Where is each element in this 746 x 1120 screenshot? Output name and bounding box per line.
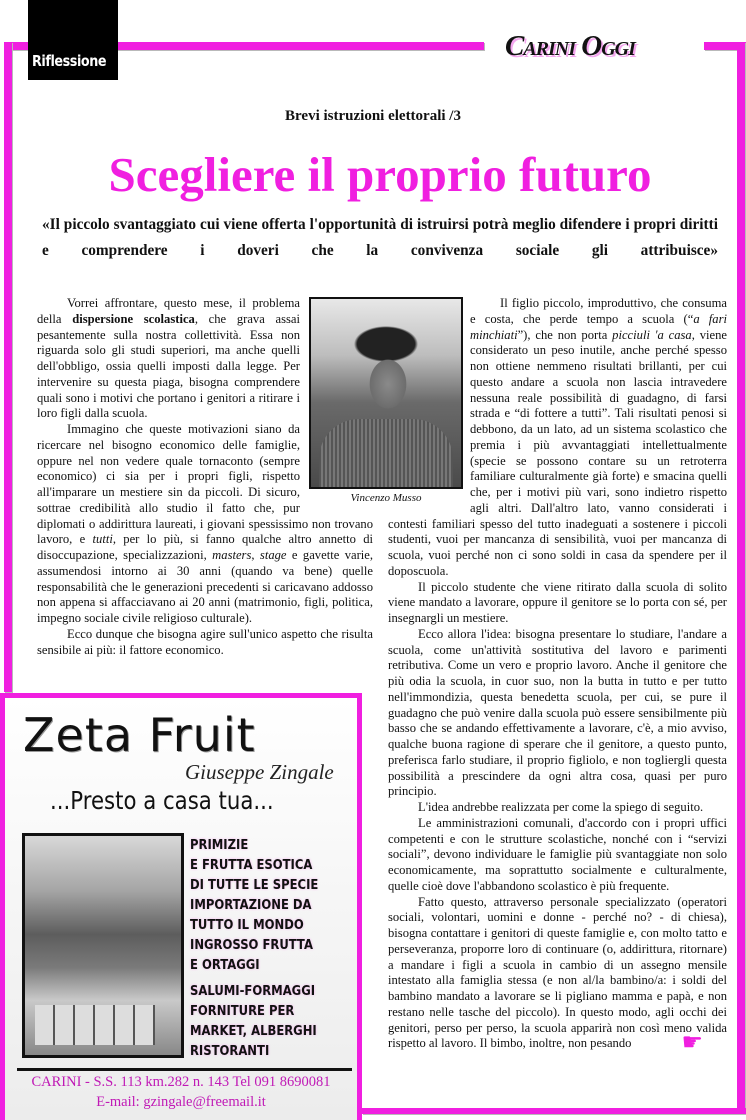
article-paragraph [388, 800, 727, 816]
article-paragraph [37, 627, 373, 659]
ad-services-list [190, 836, 360, 1062]
paragraph-text: Fatto questo, attraverso personale specializzato (operatori sociali, volontari, uomini e donne - perché no? - di chiesa), bisogna contattare i genitori di queste famiglie e, con molto tatto e perseveranza, proporre loro di continuare (o, addirittura, ritornare) a mandare i figli a scuola in cambio di un assegno mensile intestato alla famiglia stessa (e non al/la bambino/a: i soldi del bambino mandato a lavorare se li pigliano mamma e papà, e non restano nelle tasche del piccolo). In questo modo, agli occhi dei genitori, perso per perso, la scuola apparirà non così meno valida rispetto al lavoro. Il bimbo, inoltre, non pesando [388, 894, 727, 1051]
ad-service-item: E ORTAGGI [190, 958, 260, 973]
advertisement-zeta-fruit[interactable] [0, 693, 362, 1120]
article-paragraph [388, 894, 727, 1057]
ad-service-item: FORNITURE PER [190, 1004, 295, 1019]
publication-logo: Carini Oggi [505, 30, 635, 62]
article-paragraph [388, 627, 727, 800]
frame-left-bar [4, 42, 12, 692]
frame-bottom-bar [362, 1108, 746, 1114]
ad-brand: Zeta Fruit [23, 708, 256, 762]
ad-slogan: ...Presto a casa tua... [50, 786, 274, 815]
paragraph-text: Il piccolo studente che viene ritirato dalla scuola di solito viene mandato a lavorare, oppure il genitore se lo porta con sé, per insegnargli un mestiere. [388, 579, 727, 625]
paragraph-text: L'idea andrebbe realizzata per come la spiego di seguito. [418, 800, 704, 814]
paragraph-text: Il figlio piccolo, improduttivo, che consuma e costa, che perde tempo a scuola (“ [470, 296, 727, 326]
paragraph-text: , viene considerato un peso inutile, anche perché spesso non ottiene nemmeno risultati brillanti, per cui questo andare a scuola non lascia intravedere nessuna reale possibilità di guadagno, di farsi strada e “di fottere a tutti”. Tali risultati penosi si debbono, da un lato, ad un sistema scolastico che premia i più avvantaggiati intellettualmente (specie se possono contare su un retroterra familiare culturalmente già forte) e smacina quelli che, per i motivi più vari, sono indietro rispetto agli altri. Dall'altro lato, vanno considerati i contesti familiari spesso del tutto inadeguati a sostenere i piccoli studenti, vuoi per mancanza di sensibilità, vuoi per mancanza di scuola, vuoi perché non ci sono soldi in casa da spendere per il doposcuola. [388, 327, 727, 578]
ad-email[interactable]: E-mail: gzingale@freemail.it [96, 1094, 266, 1110]
ad-fruit-shop-photo [22, 833, 184, 1058]
section-label: Riflessione [32, 52, 107, 70]
photo-caption: Vincenzo Musso [350, 492, 422, 504]
ad-service-item: SALUMI-FORMAGGI [190, 984, 316, 999]
pointing-hand-icon: ☛ [681, 1030, 703, 1057]
ad-service-item: RISTORANTI [190, 1044, 270, 1059]
paragraph-text: Ecco allora l'idea: bisogna presentare lo studiare, l'andare a scuola, come un'attività sostitutiva del lavoro e parimenti retributiva. Come un vero e proprio lavoro. Anche il genitore che più odia la scuola, in cuor suo, non la butta in tutto e per tutto nell'immondizia, questa benedetta scuola, per cui, se pure il guadagno che può venire dalla scuola può essere sensibilmente più basso che se andando effettivamente a lavorare, c'è, a mio avviso, qualche buona ragione di sperare che il genitore, a questo punto, preferisca farlo studiare, il proprio figliolo, e non togliergli questa possibilità a prescindere da ogni altra cosa, quasi per puro principio. [388, 626, 727, 799]
ad-service-item: IMPORTAZIONE DA [190, 898, 312, 913]
ad-service-item: INGROSSO FRUTTA [190, 938, 313, 953]
italic-text: stage [259, 548, 287, 562]
paragraph-text: , che grava assai pesantemente sulla nostra collettività. Essa non riguarda solo gli studi superiori, ma anche quelli dell'obbligo, ossia quelli imposti dalla legge. Per intervenire su questa piaga, bisogna comprendere quali sono i motivi che portano i genitori a ritirare i loro figli dalla scuola. [37, 311, 300, 421]
ad-service-item: MARKET, ALBERGHI [190, 1024, 317, 1039]
paragraph-text: , [251, 548, 260, 562]
paragraph-text: e gavette varie, assumendosi intorno ai 30 anni (quando va bene) quelle responsabilità che le generazioni precedenti si caricavano addosso non appena si affacciavano ai 20 anni (matrimonio, figli, politica, impegno sociale civile religioso culturale). [37, 548, 374, 625]
ad-divider [17, 1068, 352, 1071]
paragraph-text: ”), che non porta [517, 327, 613, 342]
ad-owner: Giuseppe Zingale [185, 760, 334, 784]
ad-address: CARINI - S.S. 113 km.282 n. 143 Tel 091 8690081 [31, 1074, 331, 1090]
ad-service-item: DI TUTTE LE SPECIE [190, 878, 319, 893]
bold-text: dispersione scolastica [72, 311, 195, 326]
article-standfirst: «Il piccolo svantaggiato cui viene offerta l'opportunità di istruirsi potrà meglio difendere i propri diritti e comprendere i doveri che la convivenza sociale gli attribuisce» [42, 216, 718, 259]
paragraph-text: Le amministrazioni comunali, d'accordo con i propri uffici competenti e con le strutture scolastiche, nonché con i “servizi sociali”, devono individuare le famiglie più svantaggiate non solo economicamente, ma soprattutto socialmente e culturalmente, quelle cioè dove l'abbandono scolastico è più frequente. [388, 815, 727, 893]
italic-text: masters [212, 548, 252, 562]
article-kicker: Brevi istruzioni elettorali /3 [285, 108, 461, 124]
article-title: Scegliere il proprio futuro [108, 147, 652, 202]
ad-service-item: TUTTO IL MONDO [190, 918, 304, 933]
italic-text: a fari minchiati [470, 311, 727, 342]
italic-text: tutti [92, 532, 113, 547]
paragraph-text: Ecco dunque che bisogna agire sull'unico aspetto che risulta sensibile ai più: il fattore economico. [37, 626, 373, 657]
paragraph-text: , per lo più, si fanno qualche altro annetto di disoccupazione, specializzazioni, [37, 532, 373, 562]
section-label-box [28, 0, 118, 80]
paragraph-text: Immagino che queste motivazioni siano da ricercare nel bisogno economico delle famiglie, oppure nel non vedere quale tornaconto (sempre economico) ci sia per i propri figli, rispetto all'imparare un mestiere sin da piccoli. Di sicuro, sottrae credibilità allo studio il fatto che, pur diplomati o addirittura laureati, i giovani spessissimo non trovano lavoro, e [37, 422, 373, 547]
italic-text: picciuli 'a casa [612, 327, 692, 342]
article-paragraph [388, 580, 727, 627]
ad-service-item: PRIMIZIE [190, 838, 249, 853]
article-paragraph [388, 816, 727, 895]
author-photo [309, 297, 463, 489]
ad-service-item: E FRUTTA ESOTICA [190, 858, 313, 873]
paragraph-text: Vorrei affrontare, questo mese, il problema della [37, 296, 300, 326]
